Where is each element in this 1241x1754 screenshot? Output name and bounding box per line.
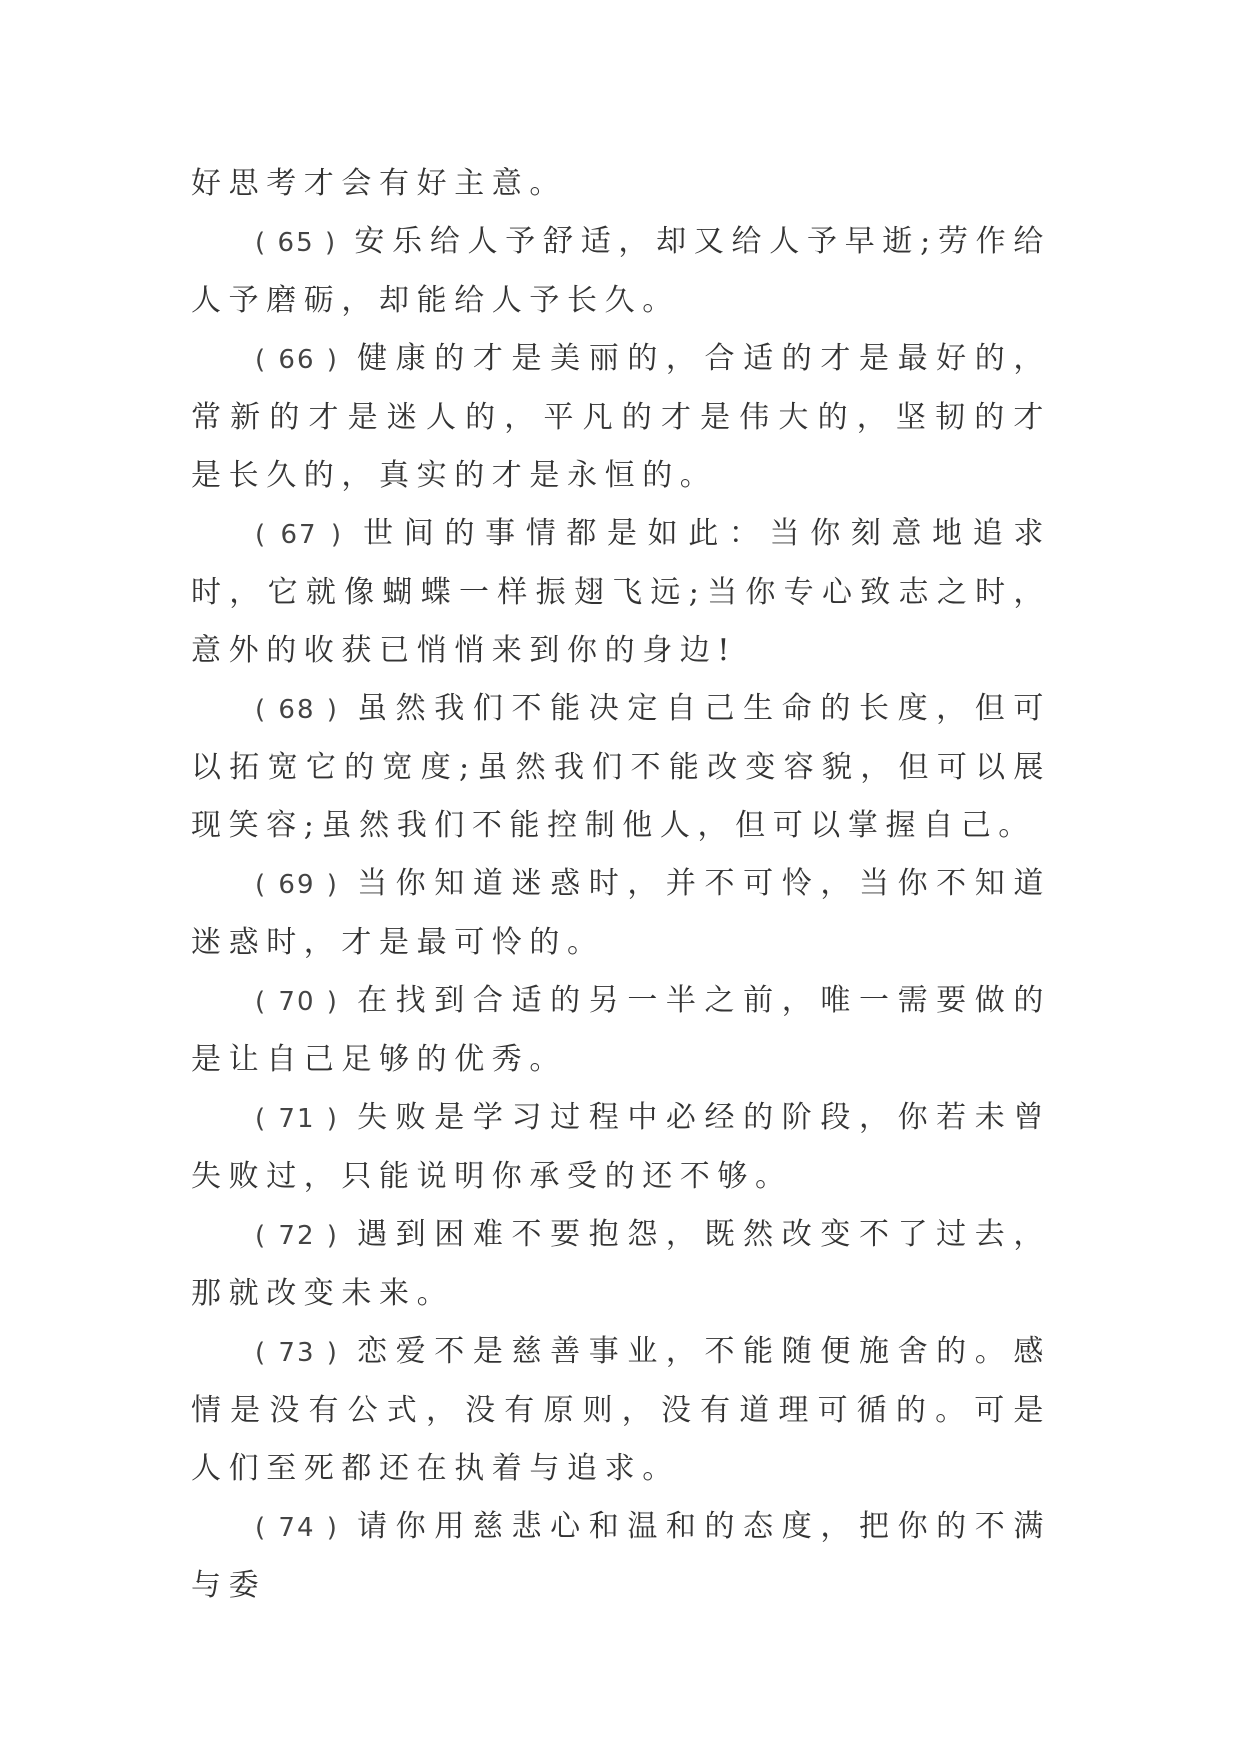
item-number: ( 70 ) — [255, 987, 339, 1017]
item-text: 当你知道迷惑时，并不可怜，当你不知道迷惑时，才是最可怜的。 — [191, 866, 1051, 960]
quote-item-72 — [191, 1206, 1051, 1323]
item-text: 虽然我们不能决定自己生命的长度，但可以拓宽它的宽度;虽然我们不能改变容貌，但可以展现笑容;虽然我们不能控制他人，但可以掌握自己。 — [191, 691, 1051, 843]
item-number: ( 68 ) — [255, 695, 339, 725]
item-text: 失败是学习过程中必经的阶段，你若未曾失败过，只能说明你承受的还不够。 — [191, 1100, 1051, 1194]
quote-item-73 — [191, 1323, 1051, 1498]
item-text: 请你用慈悲心和温和的态度，把你的不满与委 — [191, 1509, 1051, 1603]
quote-item-70 — [191, 972, 1051, 1089]
item-text: 世间的事情都是如此：当你刻意地追求时，它就像蝴蝶一样振翅飞远;当你专心致志之时，意外的收获已悄悄来到你的身边! — [191, 516, 1051, 668]
item-number: ( 66 ) — [255, 345, 339, 375]
quote-item-65 — [191, 213, 1051, 330]
item-number: ( 74 ) — [255, 1513, 339, 1543]
item-text: 健康的才是美丽的，合适的才是最好的，常新的才是迷人的，平凡的才是伟大的，坚韧的才是长久的，真实的才是永恒的。 — [191, 341, 1051, 493]
item-text: 在找到合适的另一半之前，唯一需要做的是让自己足够的优秀。 — [191, 983, 1051, 1077]
item-number: ( 69 ) — [255, 870, 339, 900]
quote-item-68 — [191, 680, 1051, 855]
item-number: ( 65 ) — [255, 228, 338, 258]
quote-item-74 — [191, 1498, 1051, 1615]
paragraph-text: 好思考才会有好主意。 — [191, 166, 567, 201]
quote-item-67 — [191, 505, 1051, 680]
item-number: ( 67 ) — [255, 520, 343, 550]
quote-item-69 — [191, 855, 1051, 972]
quote-item-71 — [191, 1089, 1051, 1206]
document-body — [191, 155, 1051, 1615]
item-text: 安乐给人予舒适，却又给人予早逝;劳作给人予磨砺，却能给人予长久。 — [191, 224, 1051, 318]
item-text: 遇到困难不要抱怨，既然改变不了过去，那就改变未来。 — [191, 1217, 1051, 1311]
item-number: ( 73 ) — [255, 1338, 339, 1368]
item-number: ( 72 ) — [255, 1221, 339, 1251]
paragraph-continuation — [191, 155, 1051, 213]
quote-item-66 — [191, 330, 1051, 505]
item-number: ( 71 ) — [255, 1104, 339, 1134]
item-text: 恋爱不是慈善事业，不能随便施舍的。感情是没有公式，没有原则，没有道理可循的。可是人们至死都还在执着与追求。 — [191, 1334, 1051, 1486]
